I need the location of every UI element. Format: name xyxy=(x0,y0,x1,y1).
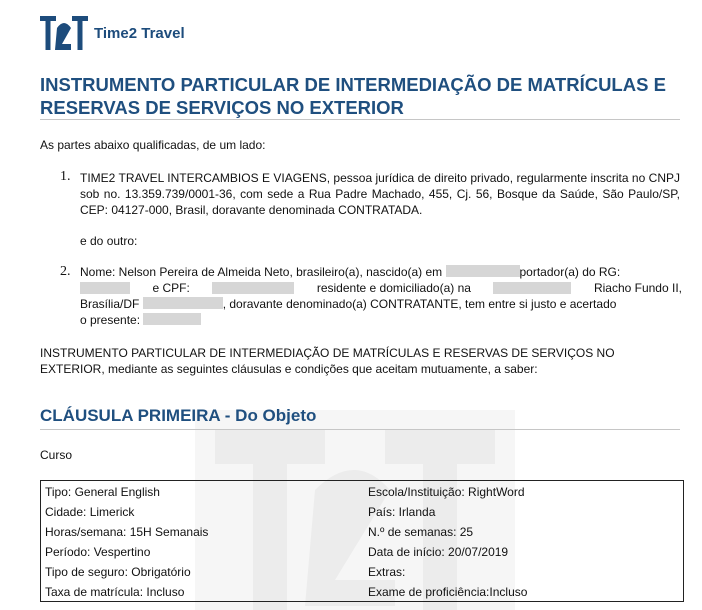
course-period: Período: Vespertino xyxy=(45,545,151,559)
course-proficiency-exam: Exame de proficiência:Incluso xyxy=(368,585,528,599)
party2-residence-label: residente e domiciliado(a) na xyxy=(316,281,471,295)
redacted-cep xyxy=(143,297,223,309)
course-extras: Extras: xyxy=(368,565,406,579)
party2-line4-text: o presente: xyxy=(80,313,141,327)
course-insurance: Tipo de seguro: Obrigatório xyxy=(45,565,191,579)
party2-district: Riacho Fundo II, xyxy=(593,281,682,295)
t2t-logo-icon xyxy=(40,14,88,52)
course-label: Curso xyxy=(40,448,73,462)
party1-paragraph: TIME2 TRAVEL INTERCAMBIOS E VIAGENS, pessoa jurídica de direito privado, regularmente inscrita no CNPJ sob no. 13.359.739/0001-36, com sede a Rua Padre Machado, 455, Cj. 56, Bosque da Saúde, São Paulo/SP, CEP: 04127-000, Brasil, doravante denominada CONTRATADA. xyxy=(80,171,680,217)
course-school: Escola/Instituição: RightWord xyxy=(368,485,525,499)
redacted-cpf xyxy=(212,282,294,294)
course-country: País: Irlanda xyxy=(368,505,436,519)
redacted-end xyxy=(143,313,201,325)
course-enrollment-fee: Taxa de matrícula: Incluso xyxy=(45,585,185,599)
party2-city: Brasília/DF xyxy=(80,297,140,311)
section-title: CLÁUSULA PRIMEIRA - Do Objeto xyxy=(40,406,317,425)
closing-paragraph: INSTRUMENTO PARTICULAR DE INTERMEDIAÇÃO DE MATRÍCULAS E RESERVAS DE SERVIÇOS NO EXTERIOR, mediante as seguintes cláusulas e condições que aceitam mutuamente, a saber: xyxy=(40,346,615,376)
party1-number: 1. xyxy=(60,169,71,184)
party2-paragraph xyxy=(80,264,682,328)
document-title xyxy=(40,73,680,119)
course-start-date: Data de início: 20/07/2019 xyxy=(368,545,509,559)
brand-name: Time2 Travel xyxy=(94,24,185,42)
course-weeks: N.º de semanas: 25 xyxy=(368,525,474,539)
party2-number: 2. xyxy=(60,264,71,279)
party2-line1-rg-label: portador(a) do RG: xyxy=(519,265,621,279)
redacted-birthdate xyxy=(446,265,520,277)
document-title-line2: RESERVAS DE SERVIÇOS NO EXTERIOR xyxy=(40,97,404,118)
title-divider xyxy=(40,119,680,120)
brand-logo xyxy=(40,14,185,52)
redacted-address xyxy=(493,282,571,294)
document-title-line1: INSTRUMENTO PARTICULAR DE INTERMEDIAÇÃO DE MATRÍCULAS E xyxy=(40,74,666,95)
party2-line3-text: , doravante denominado(a) CONTRATANTE, tem entre si justo e acertado xyxy=(222,297,617,311)
course-hours: Horas/semana: 15H Semanais xyxy=(45,525,209,539)
and-other-text: e do outro: xyxy=(80,234,138,248)
party2-cpf-label: e CPF: xyxy=(152,281,190,295)
course-details-table xyxy=(40,480,684,602)
party2-line1-text: Nome: Nelson Pereira de Almeida Neto, brasileiro(a), nascido(a) em xyxy=(80,265,443,279)
course-city: Cidade: Limerick xyxy=(45,505,135,519)
redacted-rg xyxy=(80,282,130,294)
course-type: Tipo: General English xyxy=(45,485,160,499)
section-divider xyxy=(40,429,680,430)
intro-paragraph: As partes abaixo qualificadas, de um lado: xyxy=(40,138,266,152)
